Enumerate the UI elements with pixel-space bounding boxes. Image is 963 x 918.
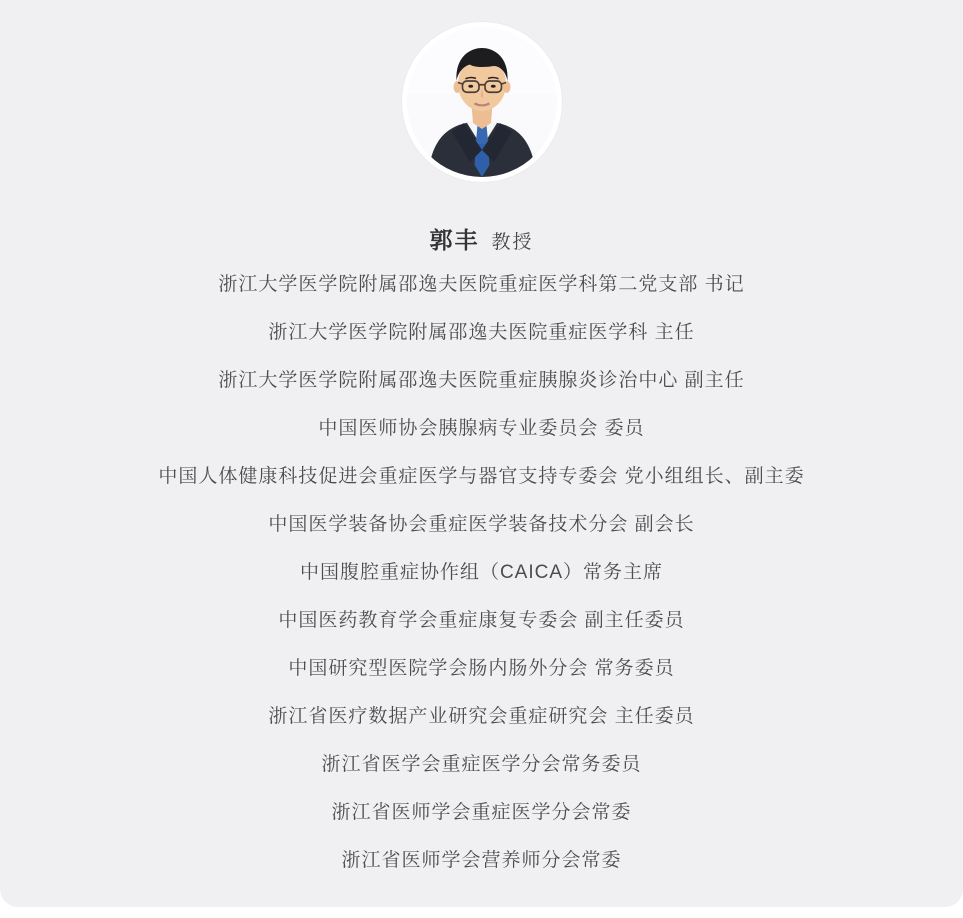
avatar-photo-icon [407, 27, 557, 177]
credential-line: 浙江大学医学院附属邵逸夫医院重症胰腺炎诊治中心 副主任 [218, 370, 745, 391]
credential-line: 中国医师协会胰腺病专业委员会 委员 [318, 418, 645, 439]
credential-line: 浙江省医疗数据产业研究会重症研究会 主任委员 [268, 706, 695, 727]
credential-line: 中国研究型医院学会肠内肠外分会 常务委员 [288, 658, 675, 679]
credential-line: 浙江大学医学院附属邵逸夫医院重症医学科 主任 [268, 322, 695, 343]
credential-line: 中国医学装备协会重症医学装备技术分会 副会长 [268, 514, 695, 535]
person-title: 教授 [491, 232, 534, 253]
credential-line: 中国人体健康科技促进会重症医学与器官支持专委会 党小组组长、副主委 [158, 466, 805, 487]
credential-line: 浙江大学医学院附属邵逸夫医院重症医学科第二党支部 书记 [218, 274, 745, 295]
credential-line: 中国腹腔重症协作组（CAICA）常务主席 [299, 562, 664, 583]
credential-line: 浙江省医学会重症医学分会常务委员 [321, 754, 642, 775]
credential-line: 浙江省医师学会重症医学分会常委 [331, 802, 632, 823]
person-name: 郭丰 [429, 227, 480, 253]
credentials-list [0, 261, 963, 885]
credential-line: 中国医药教育学会重症康复专委会 副主任委员 [278, 610, 685, 631]
name-row [0, 225, 963, 255]
avatar [402, 22, 562, 182]
credential-line: 浙江省医师学会营养师分会常委 [341, 850, 622, 871]
